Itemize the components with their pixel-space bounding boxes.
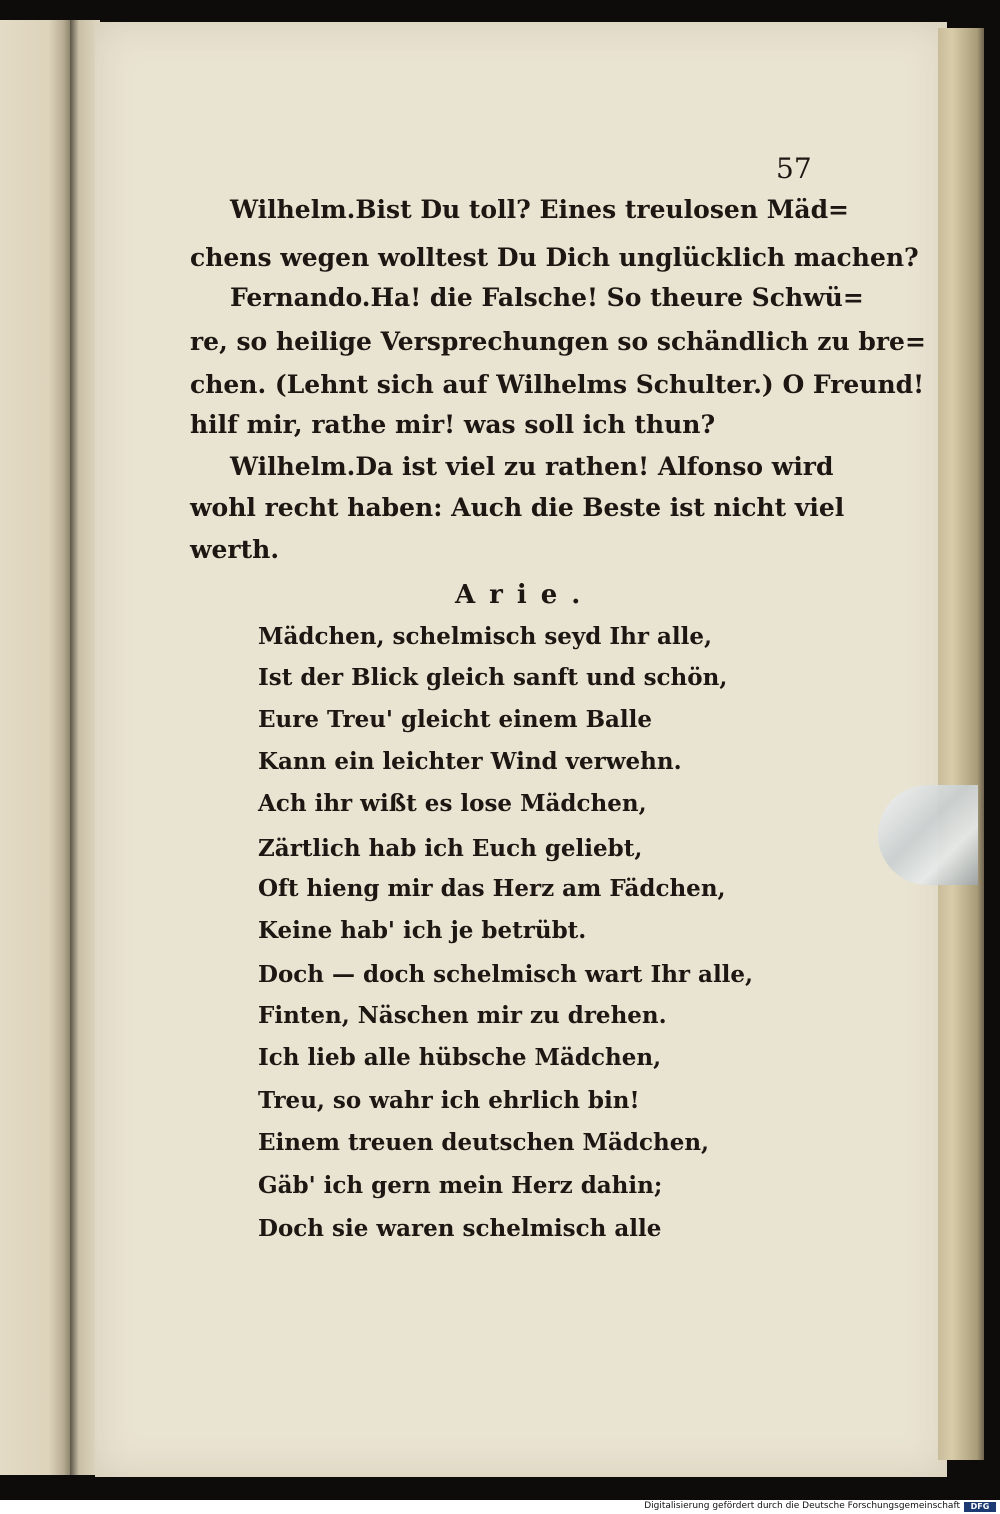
verse-line: Treu, so wahr ich ehrlich bin!: [258, 1087, 640, 1114]
dfg-logo: DFG: [964, 1502, 996, 1512]
verse-line: Ist der Blick gleich sanft und schön,: [258, 664, 728, 691]
dialogue-text: Ha! die Falsche! So theure Schwü=: [370, 283, 864, 312]
dialogue-text: chen. (Lehnt sich auf Wilhelms Schulter.) O Freund!: [190, 370, 925, 399]
verse-line: Einem treuen deutschen Mädchen,: [258, 1129, 710, 1156]
dialogue-line: [190, 410, 815, 439]
dialogue-line: [190, 243, 919, 272]
footer-bar: [0, 1500, 1000, 1514]
page-clip: [878, 785, 978, 885]
dialogue-text: Da ist viel zu rathen! Alfonso wird: [355, 452, 834, 481]
verse-line: Ach ihr wißt es lose Mädchen,: [258, 790, 647, 817]
dialogue-text: chens wegen wolltest Du Dich unglücklich machen?: [190, 243, 919, 272]
dialogue-text: Bist Du toll? Eines treulosen Mäd=: [355, 195, 850, 224]
dialogue-line: [190, 370, 925, 399]
funding-credit: Digitalisierung gefördert durch die Deutsche Forschungsgemeinschaft: [644, 1501, 960, 1511]
verse-line: Eure Treu' gleicht einem Balle: [258, 706, 653, 733]
dialogue-text: re, so heilige Versprechungen so schändlich zu bre=: [190, 327, 926, 356]
facing-page: [0, 20, 70, 1475]
verse-line: Oft hieng mir das Herz am Fädchen,: [258, 875, 726, 902]
verse-line: Ich lieb alle hübsche Mädchen,: [258, 1044, 662, 1071]
verse-line: Doch — doch schelmisch wart Ihr alle,: [258, 961, 754, 988]
verse-line: Gäb' ich gern mein Herz dahin;: [258, 1172, 663, 1199]
dialogue-line: [190, 493, 845, 522]
speaker-name: Wilhelm.: [230, 195, 356, 224]
speaker-name: Fernando.: [230, 283, 371, 312]
verse-line: Kann ein leichter Wind verwehn.: [258, 748, 682, 775]
dialogue-text: wohl recht haben: Auch die Beste ist nicht viel: [190, 493, 845, 522]
dialogue-line: [230, 283, 864, 312]
page-number: 57: [776, 152, 812, 185]
verse-line: Mädchen, schelmisch seyd Ihr alle,: [258, 623, 713, 650]
verse-line: Keine hab' ich je betrübt.: [258, 917, 587, 944]
aria-heading: Arie.: [455, 580, 595, 610]
verse-line: Zärtlich hab ich Euch geliebt,: [258, 835, 643, 862]
speaker-name: Wilhelm.: [230, 452, 356, 481]
page-stack-edge: [938, 28, 984, 1460]
verse-line: Doch sie waren schelmisch alle: [258, 1215, 662, 1242]
dialogue-text: werth.: [190, 535, 280, 564]
dialogue-line: [190, 327, 926, 356]
dialogue-text: hilf mir, rathe mir! was soll ich thun?: [190, 410, 716, 439]
dialogue-line: [190, 535, 815, 564]
verse-line: Finten, Näschen mir zu drehen.: [258, 1002, 667, 1029]
dialogue-line: [230, 452, 834, 481]
dialogue-line: [230, 195, 850, 224]
